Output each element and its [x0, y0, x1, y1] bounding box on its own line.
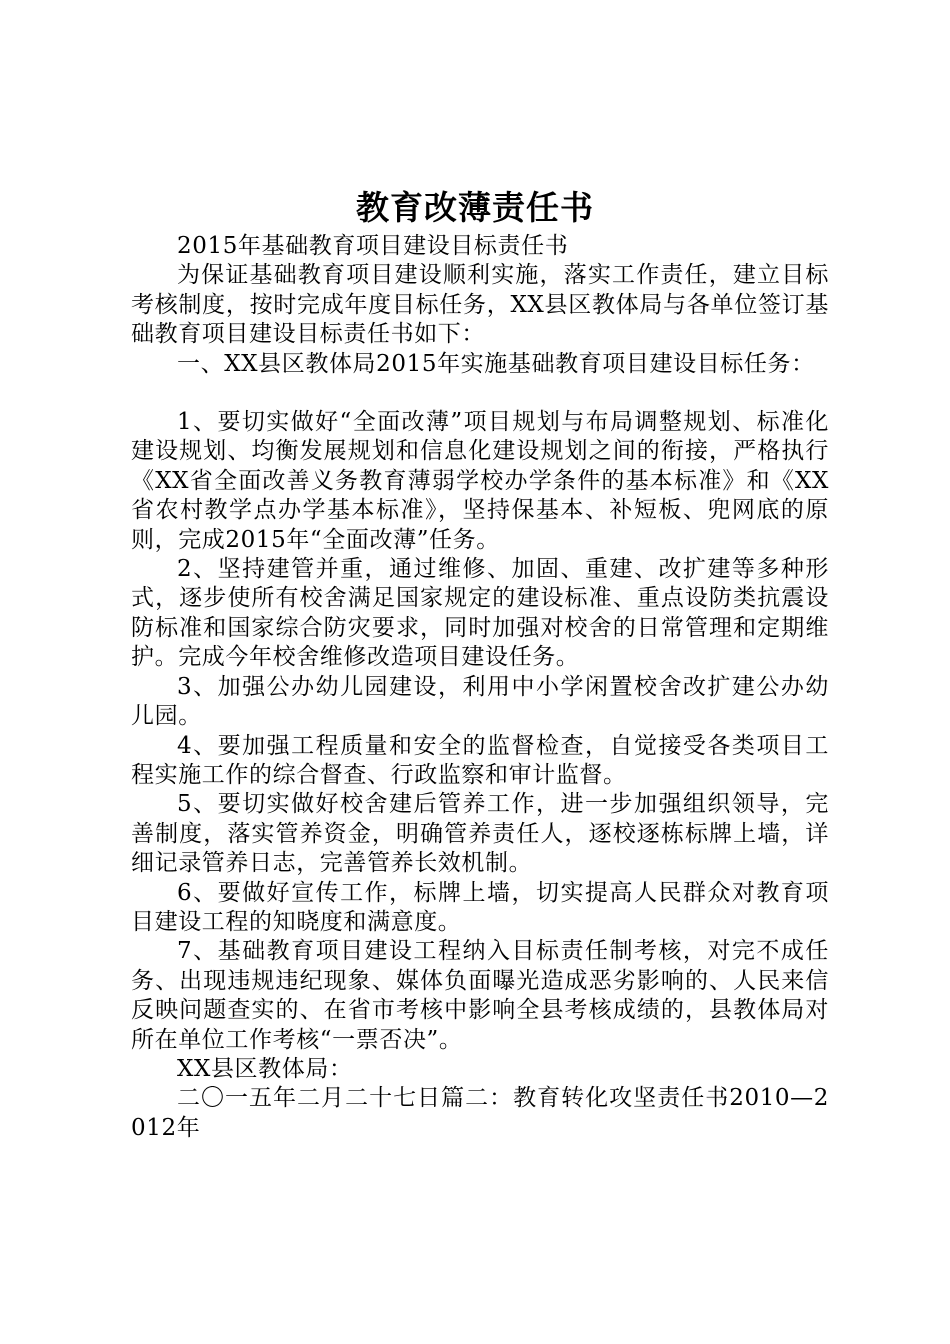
document-title: 教育改薄责任书: [356, 188, 594, 227]
item-paragraph-3: 3、加强公办幼儿园建设，利用中小学闲置校舍改扩建公办幼儿园。: [131, 673, 829, 730]
signer-line: XX县区教体局：: [177, 1055, 353, 1082]
item-paragraph-4: 4、要加强工程质量和安全的监督检查，自觉接受各类项目工程实施工作的综合督查、行政监察和审计监督。: [131, 732, 829, 788]
item-paragraph-2: 2、坚持建管并重，通过维修、加固、重建、改扩建等多种形式，逐步使所有校舍满足国家规定的建设标准、重点设防类抗震设防标准和国家综合防灾要求，同时加强对校舍的日常管理和定期维护。完成今年校舍维修改造项目建设任务。: [131, 556, 829, 671]
blank-line: [131, 379, 829, 408]
document-body: [131, 232, 829, 1143]
item-paragraph-7: 7、基础教育项目建设工程纳入目标责任制考核，对完不成任务、出现违规违纪现象、媒体负面曝光造成恶劣影响的、人民来信反映问题查实的、在省市考核中影响全县考核成绩的，县教体局对所在单位工作考核“一票否决”。: [131, 938, 829, 1053]
date-line: 二〇一五年二月二十七日篇二：教育转化攻坚责任书2010—2012年: [131, 1085, 829, 1141]
subtitle-paragraph: 2015年基础教育项目建设目标责任书: [177, 233, 569, 259]
item-paragraph-5: 5、要切实做好校舍建后管养工作，进一步加强组织领导，完善制度，落实管养资金，明确管养责任人，逐校逐栋标牌上墙，详细记录管养日志，完善管养长效机制。: [131, 791, 829, 877]
item-paragraph-1: 1、要切实做好“全面改薄”项目规划与布局调整规划、标准化建设规划、均衡发展规划和信息化建设规划之间的衔接，严格执行《XX省全面改善义务教育薄弱学校办学条件的基本标准》和《XX省农村教学点办学基本标准》，坚持保基本、补短板、兜网底的原则，完成2015年“全面改薄”任务。: [131, 409, 829, 553]
section-heading: 一、XX县区教体局2015年实施基础教育项目建设目标任务：: [177, 350, 815, 377]
intro-paragraph: 为保证基础教育项目建设顺利实施，落实工作责任，建立目标考核制度，按时完成年度目标任务，XX县区教体局与各单位签订基础教育项目建设目标责任书如下：: [131, 262, 829, 348]
item-paragraph-6: 6、要做好宣传工作，标牌上墙，切实提高人民群众对教育项目建设工程的知晓度和满意度。: [131, 879, 829, 935]
